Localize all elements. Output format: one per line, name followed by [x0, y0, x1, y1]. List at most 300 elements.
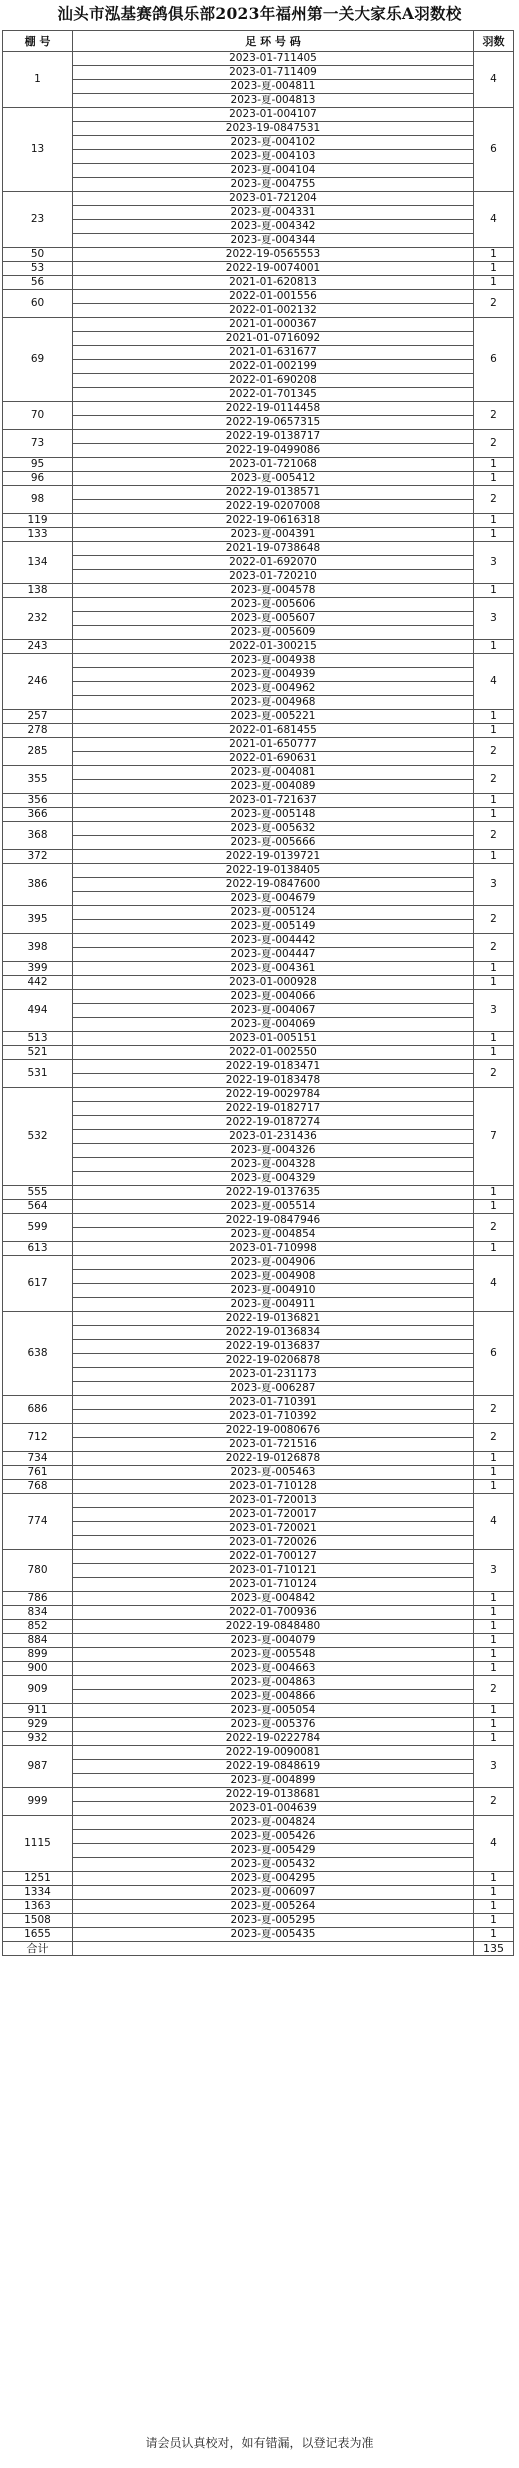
pen-number: 53: [3, 262, 73, 276]
table-row: [3, 514, 514, 528]
table-row: [3, 724, 514, 738]
ring-number: 2023-夏-005607: [73, 612, 474, 626]
table-row: [3, 458, 514, 472]
pen-number: 999: [3, 1788, 73, 1816]
bird-count: 1: [474, 1914, 514, 1928]
ring-number: 2023-01-720210: [73, 570, 474, 584]
table-row: [3, 248, 514, 262]
bird-count: 2: [474, 738, 514, 766]
table-row: [3, 1340, 514, 1354]
table-row: [3, 1606, 514, 1620]
ring-number: 2023-夏-004331: [73, 206, 474, 220]
ring-number: 2022-01-692070: [73, 556, 474, 570]
bird-count: 3: [474, 1746, 514, 1788]
ring-number: 2023-夏-004089: [73, 780, 474, 794]
bird-count: 2: [474, 486, 514, 514]
ring-number: 2023-01-720013: [73, 1494, 474, 1508]
table-row: [3, 1396, 514, 1410]
ring-number: 2022-01-002199: [73, 360, 474, 374]
table-row: [3, 962, 514, 976]
bird-count: 1: [474, 1200, 514, 1214]
bird-count: 1: [474, 1928, 514, 1942]
ring-number: 2023-01-710392: [73, 1410, 474, 1424]
table-row: [3, 794, 514, 808]
table-row: [3, 1746, 514, 1760]
bird-count: 4: [474, 192, 514, 248]
ring-number: 2023-01-231173: [73, 1368, 474, 1382]
pen-number: 780: [3, 1550, 73, 1592]
bird-count: 6: [474, 108, 514, 192]
pen-number: 761: [3, 1466, 73, 1480]
pen-number: 932: [3, 1732, 73, 1746]
ring-number: 2023-夏-004938: [73, 654, 474, 668]
table-row: [3, 696, 514, 710]
table-row: [3, 1564, 514, 1578]
table-row: [3, 710, 514, 724]
ring-number: 2023-夏-005432: [73, 1858, 474, 1872]
ring-number: 2023-夏-004066: [73, 990, 474, 1004]
bird-count: 1: [474, 850, 514, 864]
table-row: [3, 402, 514, 416]
pen-number: 734: [3, 1452, 73, 1466]
ring-number: 2023-01-005151: [73, 1032, 474, 1046]
pen-number: 617: [3, 1256, 73, 1312]
ring-number: 2023-夏-005264: [73, 1900, 474, 1914]
bird-count: 1: [474, 584, 514, 598]
ring-number: 2023-夏-005221: [73, 710, 474, 724]
table-row: [3, 1466, 514, 1480]
ring-number: 2022-19-0616318: [73, 514, 474, 528]
count-header: 羽数: [474, 31, 514, 52]
table-row: [3, 1116, 514, 1130]
ring-number: 2022-01-002550: [73, 1046, 474, 1060]
ring-number: 2023-01-710391: [73, 1396, 474, 1410]
table-row: [3, 1550, 514, 1564]
ring-number: 2023-夏-004103: [73, 150, 474, 164]
ring-number: 2023-夏-004326: [73, 1144, 474, 1158]
ring-number: 2021-01-0716092: [73, 332, 474, 346]
ring-number: 2022-01-300215: [73, 640, 474, 654]
table-row: [3, 1270, 514, 1284]
ring-number: 2022-19-0090081: [73, 1746, 474, 1760]
pen-number: 786: [3, 1592, 73, 1606]
ring-number: 2022-19-0182717: [73, 1102, 474, 1116]
ring-number: 2021-19-0738648: [73, 542, 474, 556]
table-row: [3, 878, 514, 892]
table-row: [3, 990, 514, 1004]
table-row: [3, 1214, 514, 1228]
pen-number: 386: [3, 864, 73, 906]
table-row: [3, 486, 514, 500]
table-row: [3, 906, 514, 920]
bird-count: 1: [474, 1704, 514, 1718]
table-row: [3, 976, 514, 990]
pen-number: 133: [3, 528, 73, 542]
pen-number: 852: [3, 1620, 73, 1634]
bird-count: 4: [474, 52, 514, 108]
ring-number: 2022-19-0138717: [73, 430, 474, 444]
ring-number: 2023-夏-005124: [73, 906, 474, 920]
table-row: [3, 556, 514, 570]
ring-number: 2022-19-0565553: [73, 248, 474, 262]
table-row: [3, 1382, 514, 1396]
table-row: [3, 1676, 514, 1690]
table-row: [3, 1284, 514, 1298]
table-row: [3, 304, 514, 318]
pen-number: 1115: [3, 1816, 73, 1872]
ring-number: 2023-夏-004911: [73, 1298, 474, 1312]
pen-number: 13: [3, 108, 73, 192]
bird-count: 2: [474, 430, 514, 458]
ring-number: 2023-01-710124: [73, 1578, 474, 1592]
ring-number: 2022-19-0136834: [73, 1326, 474, 1340]
pen-number: 884: [3, 1634, 73, 1648]
pen-number: 564: [3, 1200, 73, 1214]
ring-number: 2022-01-690208: [73, 374, 474, 388]
ring-number: 2023-19-0847531: [73, 122, 474, 136]
ring-number: 2022-19-0074001: [73, 262, 474, 276]
pen-number: 243: [3, 640, 73, 654]
ring-number: 2022-19-0136821: [73, 1312, 474, 1326]
table-row: [3, 1788, 514, 1802]
table-row: [3, 1858, 514, 1872]
bird-count: 2: [474, 290, 514, 318]
bird-count: 1: [474, 1466, 514, 1480]
pen-number: 532: [3, 1088, 73, 1186]
table-row: [3, 1172, 514, 1186]
table-row: [3, 1046, 514, 1060]
ring-number: 2023-01-004107: [73, 108, 474, 122]
ring-number: 2023-夏-005148: [73, 808, 474, 822]
table-row: [3, 1186, 514, 1200]
ring-number: 2023-夏-004824: [73, 1816, 474, 1830]
pen-number: 555: [3, 1186, 73, 1200]
table-row: [3, 178, 514, 192]
table-row: [3, 584, 514, 598]
bird-count: 1: [474, 276, 514, 290]
ring-number: 2023-夏-005548: [73, 1648, 474, 1662]
pen-number: 834: [3, 1606, 73, 1620]
table-row: [3, 1228, 514, 1242]
bird-count: 1: [474, 1634, 514, 1648]
table-row: [3, 920, 514, 934]
ring-number: 2023-01-231436: [73, 1130, 474, 1144]
table-row: [3, 1088, 514, 1102]
bird-count: 2: [474, 1060, 514, 1088]
table-row: [3, 220, 514, 234]
ring-number: 2023-01-721204: [73, 192, 474, 206]
table-row: [3, 1508, 514, 1522]
table-row: [3, 1074, 514, 1088]
pen-number: 442: [3, 976, 73, 990]
ring-number: 2022-19-0847600: [73, 878, 474, 892]
pen-number: 768: [3, 1480, 73, 1494]
ring-number: 2022-19-0183478: [73, 1074, 474, 1088]
table-row: [3, 262, 514, 276]
table-row: [3, 766, 514, 780]
ring-number: 2023-夏-004899: [73, 1774, 474, 1788]
page-title: 汕头市泓基赛鸽俱乐部2023年福州第一关大家乐A羽数校: [57, 4, 462, 23]
bird-count: 1: [474, 724, 514, 738]
ring-number: 2022-19-0138571: [73, 486, 474, 500]
table-row: [3, 52, 514, 66]
bird-count: 1: [474, 472, 514, 486]
ring-number: 2023-夏-005606: [73, 598, 474, 612]
ring-number: 2022-19-0114458: [73, 402, 474, 416]
table-row: [3, 1102, 514, 1116]
pen-number: 372: [3, 850, 73, 864]
bird-count: 1: [474, 1732, 514, 1746]
table-row: [3, 528, 514, 542]
pen-number: 531: [3, 1060, 73, 1088]
ring-number: 2022-19-0138681: [73, 1788, 474, 1802]
table-row: [3, 1648, 514, 1662]
table-row: [3, 808, 514, 822]
table-row: [3, 1634, 514, 1648]
pen-number: 929: [3, 1718, 73, 1732]
table-body: [3, 52, 514, 1942]
table-header-row: [3, 31, 514, 52]
pen-number: 356: [3, 794, 73, 808]
pen-number: 69: [3, 318, 73, 402]
ring-number: 2023-夏-005632: [73, 822, 474, 836]
ring-number: 2023-夏-004442: [73, 934, 474, 948]
bird-count: 1: [474, 710, 514, 724]
table-row: [3, 892, 514, 906]
bird-count: 4: [474, 1816, 514, 1872]
total-value: 135: [474, 1942, 514, 1956]
bird-count: 3: [474, 598, 514, 640]
pen-number: 119: [3, 514, 73, 528]
table-row: [3, 1718, 514, 1732]
ring-number: 2022-01-001556: [73, 290, 474, 304]
bird-count: 1: [474, 262, 514, 276]
bird-count: 3: [474, 542, 514, 584]
ring-number: 2022-19-0126878: [73, 1452, 474, 1466]
table-row: [3, 948, 514, 962]
pen-number: 613: [3, 1242, 73, 1256]
table-row: [3, 192, 514, 206]
table-row: [3, 1256, 514, 1270]
table-row: [3, 1830, 514, 1844]
bird-count: 1: [474, 1452, 514, 1466]
table-row: [3, 276, 514, 290]
registration-table: [2, 30, 514, 1956]
bird-count: 2: [474, 1214, 514, 1242]
pen-number: 774: [3, 1494, 73, 1550]
ring-number: 2021-01-650777: [73, 738, 474, 752]
pen-number: 686: [3, 1396, 73, 1424]
table-row: [3, 1732, 514, 1746]
table-row: [3, 416, 514, 430]
pen-number: 285: [3, 738, 73, 766]
bird-count: 1: [474, 976, 514, 990]
footer-note: 请会员认真校对，如有错漏，以登记表为准: [145, 2436, 374, 2450]
table-row: [3, 626, 514, 640]
table-row: [3, 150, 514, 164]
ring-number: 2022-19-0029784: [73, 1088, 474, 1102]
ring-number: 2022-19-0206878: [73, 1354, 474, 1368]
ring-number: 2022-19-0136837: [73, 1340, 474, 1354]
ring-number: 2022-19-0222784: [73, 1732, 474, 1746]
ring-number: 2023-夏-005376: [73, 1718, 474, 1732]
table-row: [3, 122, 514, 136]
table-row: [3, 682, 514, 696]
table-row: [3, 1298, 514, 1312]
table-row: [3, 108, 514, 122]
table-row: [3, 836, 514, 850]
bird-count: 4: [474, 654, 514, 710]
ring-number: 2023-01-710128: [73, 1480, 474, 1494]
bird-count: 1: [474, 1900, 514, 1914]
ring-number: 2023-夏-004908: [73, 1270, 474, 1284]
table-row: [3, 850, 514, 864]
pen-number: 513: [3, 1032, 73, 1046]
ring-number: 2023-夏-005429: [73, 1844, 474, 1858]
bird-count: 1: [474, 1032, 514, 1046]
ring-number: 2023-夏-004344: [73, 234, 474, 248]
bird-count: 1: [474, 962, 514, 976]
ring-number: 2023-夏-004391: [73, 528, 474, 542]
bird-count: 2: [474, 1788, 514, 1816]
ring-number: 2022-19-0848480: [73, 1620, 474, 1634]
ring-number: 2023-夏-004863: [73, 1676, 474, 1690]
ring-number: 2022-19-0848619: [73, 1760, 474, 1774]
table-row: [3, 1004, 514, 1018]
bird-count: 1: [474, 794, 514, 808]
ring-number: 2023-夏-004342: [73, 220, 474, 234]
ring-number: 2022-19-0138405: [73, 864, 474, 878]
ring-number: 2023-夏-004813: [73, 94, 474, 108]
pen-number: 494: [3, 990, 73, 1032]
bird-count: 7: [474, 1088, 514, 1186]
ring-number: 2023-01-711405: [73, 52, 474, 66]
ring-number: 2022-19-0847946: [73, 1214, 474, 1228]
table-row: [3, 500, 514, 514]
table-row: [3, 1424, 514, 1438]
ring-number: 2023-夏-004328: [73, 1158, 474, 1172]
table-row: [3, 1578, 514, 1592]
pen-number: 1: [3, 52, 73, 108]
ring-number: 2023-01-721068: [73, 458, 474, 472]
ring-number: 2021-01-000367: [73, 318, 474, 332]
ring-number: 2022-19-0657315: [73, 416, 474, 430]
ring-number: 2023-夏-005426: [73, 1830, 474, 1844]
ring-number: 2023-夏-005054: [73, 1704, 474, 1718]
table-row: [3, 346, 514, 360]
table-row: [3, 444, 514, 458]
bird-count: 1: [474, 1872, 514, 1886]
table-row: [3, 668, 514, 682]
ring-number: 2023-夏-004906: [73, 1256, 474, 1270]
pen-number: 60: [3, 290, 73, 318]
table-row: [3, 1900, 514, 1914]
table-row: [3, 738, 514, 752]
table-row: [3, 80, 514, 94]
ring-number: 2022-01-681455: [73, 724, 474, 738]
bird-count: 1: [474, 1886, 514, 1900]
ring-number: 2023-01-711409: [73, 66, 474, 80]
ring-number: 2023-夏-004962: [73, 682, 474, 696]
table-row: [3, 934, 514, 948]
ring-number: 2023-01-720026: [73, 1536, 474, 1550]
ring-number: 2021-01-631677: [73, 346, 474, 360]
bird-count: 1: [474, 1662, 514, 1676]
table-row: [3, 1886, 514, 1900]
pen-number: 911: [3, 1704, 73, 1718]
pen-number: 56: [3, 276, 73, 290]
ring-number: 2023-01-004639: [73, 1802, 474, 1816]
ring-number: 2023-夏-005666: [73, 836, 474, 850]
table-row: [3, 1914, 514, 1928]
bird-count: 1: [474, 1480, 514, 1494]
table-row: [3, 542, 514, 556]
table-row: [3, 1494, 514, 1508]
table-row: [3, 1200, 514, 1214]
ring-number: 2023-01-710998: [73, 1242, 474, 1256]
table-row: [3, 1452, 514, 1466]
table-row: [3, 1872, 514, 1886]
table-row: [3, 374, 514, 388]
ring-number: 2023-01-720021: [73, 1522, 474, 1536]
ring-number: 2023-夏-004939: [73, 668, 474, 682]
ring-number: 2023-夏-004081: [73, 766, 474, 780]
bird-count: 2: [474, 1396, 514, 1424]
table-row: [3, 1690, 514, 1704]
ring-number: 2023-夏-004079: [73, 1634, 474, 1648]
bird-count: 1: [474, 1620, 514, 1634]
ring-number: 2021-01-620813: [73, 276, 474, 290]
table-row: [3, 472, 514, 486]
ring-number: 2023-夏-004067: [73, 1004, 474, 1018]
bird-count: 3: [474, 990, 514, 1032]
bird-count: 1: [474, 1186, 514, 1200]
table-row: [3, 1704, 514, 1718]
ring-number: 2023-夏-004069: [73, 1018, 474, 1032]
ring-number: 2023-夏-004361: [73, 962, 474, 976]
ring-number: 2023-夏-005412: [73, 472, 474, 486]
bird-count: 1: [474, 514, 514, 528]
bird-count: 1: [474, 458, 514, 472]
table-row: [3, 1662, 514, 1676]
pen-number: 23: [3, 192, 73, 248]
bird-count: 3: [474, 1550, 514, 1592]
ring-number: 2023-夏-004104: [73, 164, 474, 178]
ring-number: 2023-01-000928: [73, 976, 474, 990]
bird-count: 2: [474, 766, 514, 794]
pen-number: 1508: [3, 1914, 73, 1928]
ring-number: 2022-19-0137635: [73, 1186, 474, 1200]
table-row: [3, 1760, 514, 1774]
table-row: [3, 234, 514, 248]
bird-count: 1: [474, 808, 514, 822]
ring-header: 足 环 号 码: [73, 31, 474, 52]
bird-count: 1: [474, 640, 514, 654]
pen-number: 134: [3, 542, 73, 584]
ring-number: 2022-01-700127: [73, 1550, 474, 1564]
table-row: [3, 1480, 514, 1494]
ring-number: 2022-01-700936: [73, 1606, 474, 1620]
table-row: [3, 1522, 514, 1536]
table-row: [3, 752, 514, 766]
table-row: [3, 164, 514, 178]
bird-count: 2: [474, 402, 514, 430]
table-row: [3, 570, 514, 584]
ring-number: 2023-夏-006097: [73, 1886, 474, 1900]
bird-count: 1: [474, 1592, 514, 1606]
pen-number: 1363: [3, 1900, 73, 1914]
pen-number: 900: [3, 1662, 73, 1676]
